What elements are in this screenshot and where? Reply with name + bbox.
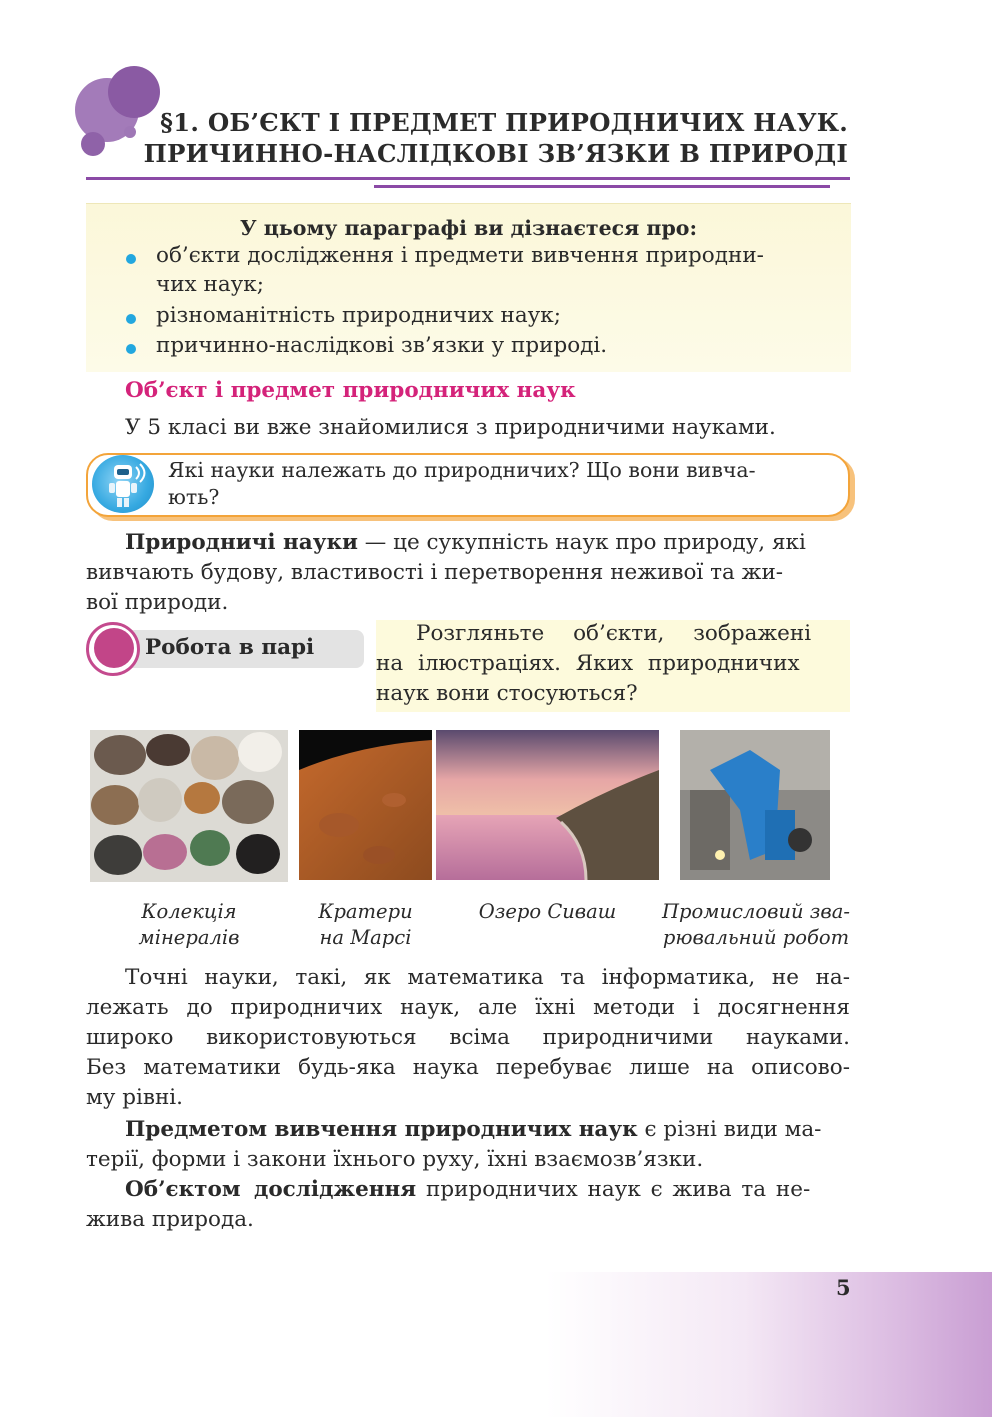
- title-rule-bottom: [374, 185, 830, 188]
- pair-work-dot-icon: [94, 628, 134, 668]
- body-p3-term: Об’єктом дослідження: [125, 1177, 417, 1202]
- body-p1-line3: широко використовуються всіма природничими науками.: [86, 1025, 850, 1050]
- definition-line2: вивчають будову, властивості і перетворення неживої та жи-: [86, 560, 784, 585]
- sivash-lake-photo: [436, 730, 659, 880]
- caption-line: Колекція: [141, 900, 237, 923]
- body-p1-line4: Без математики будь-яка наука перебуває лише на описово-: [86, 1055, 850, 1080]
- intro-box: [86, 203, 851, 372]
- caption-minerals: [90, 899, 288, 951]
- question-line2: ють?: [168, 485, 220, 509]
- body-p1-line5: му рівні.: [86, 1085, 183, 1110]
- body-p1-line2: лежать до природничих наук, але їхні методи і досягнення: [86, 995, 850, 1020]
- intro-item-1-line2: чих наук;: [156, 272, 264, 297]
- intro-heading: У цьому параграфі ви дізнаєтеся про:: [239, 216, 698, 240]
- caption-lake: [436, 899, 659, 925]
- question-line1: Які науки належать до природничих? Що вони вивча-: [168, 458, 756, 482]
- body-p2-line1: [125, 1117, 821, 1142]
- definition-term: Природничі науки: [125, 530, 358, 555]
- page-title-line2: ПРИЧИННО-НАСЛІДКОВІ ЗВ’ЯЗКИ В ПРИРОДІ: [143, 139, 848, 168]
- pair-task-line3: наук вони стосуються?: [376, 681, 638, 706]
- decor-circle-small: [81, 132, 105, 156]
- welding-robot-photo: [680, 730, 830, 880]
- intro-item-1-line1: об’єкти дослідження і предмети вивчення природни-: [156, 243, 764, 268]
- caption-line: на Марсі: [319, 926, 412, 949]
- title-rule-top: [86, 177, 850, 180]
- body-p2-line1-text: є різні види ма-: [637, 1117, 822, 1142]
- minerals-collection-photo: [90, 730, 288, 882]
- body-p2-term: Предметом вивчення природничих наук: [125, 1117, 638, 1142]
- caption-line: рювальний робот: [662, 926, 850, 949]
- mars-craters-photo: [299, 730, 432, 880]
- robot-icon: [92, 455, 154, 513]
- bullet-icon: [126, 254, 136, 264]
- intro-item-3: причинно-наслідкові зв’язки у природі.: [156, 333, 608, 358]
- caption-mars: [299, 899, 432, 951]
- caption-line: мінералів: [138, 926, 240, 949]
- page-number: 5: [836, 1275, 851, 1300]
- body-p3-line1-text: природничих наук є жива та не-: [416, 1177, 811, 1202]
- pair-work-label: Робота в парі: [145, 635, 315, 660]
- definition-line3: вої природи.: [86, 590, 229, 615]
- caption-line: Озеро Сиваш: [478, 900, 617, 923]
- body-p3-line2: жива природа.: [86, 1207, 254, 1232]
- caption-line: Промисловий зва-: [662, 900, 850, 923]
- body-p2-line2: терії, форми і закони їхнього руху, їхні взаємозв’язки.: [86, 1147, 704, 1172]
- section-heading: Об’єкт і предмет природничих наук: [125, 378, 576, 403]
- intro-item-2: різноманітність природничих наук;: [156, 303, 561, 328]
- caption-robot: [660, 899, 852, 951]
- pair-task-line2: на ілюстраціях. Яких природничих: [376, 651, 800, 676]
- pair-task-line1: Розгляньте об’єкти, зображені: [416, 621, 812, 646]
- definition-line1: [125, 530, 806, 555]
- body-p3-line1: [125, 1177, 810, 1202]
- definition-line1-text: — це сукупність наук про природу, які: [357, 530, 806, 555]
- caption-line: Кратери: [318, 900, 413, 923]
- bullet-icon: [126, 314, 136, 324]
- bullet-icon: [126, 344, 136, 354]
- paragraph-intro: У 5 класі ви вже знайомилися з природничими науками.: [125, 415, 776, 440]
- body-p1-line1: Точні науки, такі, як математика та інформатика, не на-: [125, 965, 850, 990]
- page-title-line1: §1. ОБ’ЄКТ І ПРЕДМЕТ ПРИРОДНИЧИХ НАУК.: [160, 108, 848, 137]
